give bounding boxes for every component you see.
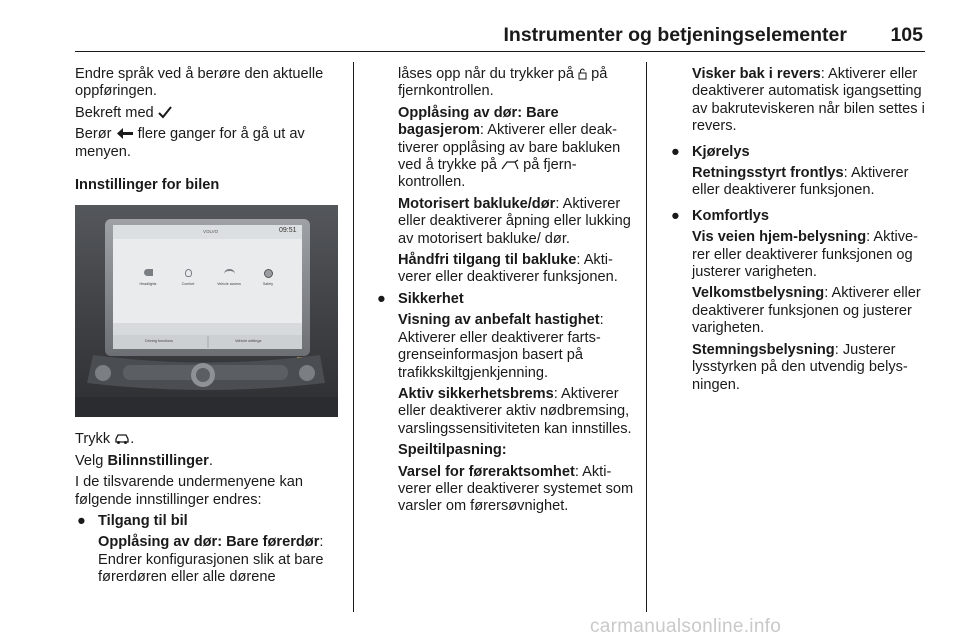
setting-entry: Visning av anbefalt hastighet: Aktiverer eller deaktiverer fartsgrenseinformasjon basert på trafikkskiltgjenkjenning. bbox=[398, 312, 604, 381]
car-icon bbox=[114, 433, 130, 445]
header-rule bbox=[75, 51, 925, 52]
setting-entry: Motorisert bakluke/dør: Aktiverer eller deaktiverer åpning eller lukking av motorisert bakluke/ dør. bbox=[398, 195, 631, 247]
list-item: ● Komfortlys bbox=[671, 207, 770, 224]
bullet-icon: ● bbox=[377, 290, 386, 307]
setting-entry: Velkomstbelysning: Aktiverer eller deaktiverer funksjonen og justerer varigheten. bbox=[692, 285, 921, 337]
setting-entry: Stemningsbelysning: Justerer lysstyrken på den utvendig belysningen. bbox=[692, 341, 908, 393]
setting-entry: Visker bak i revers: Aktiverer eller deaktiverer automatisk igangsetting av bakruteviskeren når bilen settes i revers. bbox=[692, 66, 925, 135]
paragraph: Endre språk ved å berøre den aktuelle oppføringen. bbox=[75, 66, 324, 100]
tile-vehicle-access[interactable]: Vehicle access bbox=[213, 269, 245, 286]
page-header bbox=[75, 24, 925, 51]
setting-entry: Retningsstyrt frontlys: Aktiverer eller deaktiverer funksjonen. bbox=[692, 165, 909, 199]
safety-icon bbox=[264, 269, 273, 278]
setting-entry: Opplåsing av dør: Bare bagasjerom: Aktiverer eller deaktiverer opplåsing av bare bakluken ved å trykke på på fjernkontrollen. bbox=[398, 104, 621, 191]
setting-entry: låses opp når du trykker på på fjernkontrollen. bbox=[398, 66, 608, 100]
column-1 bbox=[75, 66, 343, 591]
tab-driving-functions[interactable]: Driving functions bbox=[145, 339, 174, 344]
list-item: ● Sikkerhet bbox=[377, 290, 464, 307]
bullet-icon: ● bbox=[671, 207, 680, 224]
section-heading: Innstillinger for bilen bbox=[75, 177, 220, 194]
screen-status-time: 09:51 bbox=[279, 227, 297, 235]
paragraph-select: Velg Bilinnstillinger. bbox=[75, 452, 213, 469]
column-2 bbox=[375, 66, 637, 520]
paragraph: I de tilsvarende undermenyene kan følgende innstillinger endres: bbox=[75, 474, 303, 508]
tile-comfort[interactable]: Comfort bbox=[173, 269, 203, 286]
tile-safety[interactable]: Safety bbox=[253, 269, 283, 286]
column-divider-1 bbox=[353, 62, 354, 612]
column-3 bbox=[669, 66, 927, 398]
setting-entry: Speiltilpasning: bbox=[398, 442, 507, 459]
comfort-icon bbox=[185, 269, 192, 277]
bullet-icon: ● bbox=[77, 513, 86, 530]
paragraph-back: Berør flere ganger for å gå ut av menyen. bbox=[75, 126, 305, 160]
setting-entry: Varsel for føreraktsomhet: Aktiverer eller deaktiverer systemet som varsler om førersøvnighet. bbox=[398, 463, 634, 515]
page-title: Instrumenter og betjeningselementer bbox=[503, 24, 847, 46]
page-number: 105 bbox=[890, 24, 923, 46]
paragraph-confirm: Bekreft med bbox=[75, 105, 343, 122]
tile-headlights[interactable]: Headlights bbox=[133, 269, 163, 286]
infotainment-illustration bbox=[75, 205, 338, 417]
setting-entry: Aktiv sikkerhetsbrems: Aktiverer eller deaktiverer aktiv nødbremsing, varslingssensitiviteten kan innstilles. bbox=[398, 385, 632, 437]
tab-vehicle-settings[interactable]: Vehicle settings bbox=[235, 339, 262, 344]
checkmark-icon bbox=[158, 106, 172, 119]
back-arrow-icon bbox=[116, 127, 134, 140]
unlock-icon bbox=[578, 67, 587, 80]
list-item: ● Kjørelys bbox=[671, 143, 750, 160]
vehicle-access-icon bbox=[224, 269, 235, 276]
setting-entry: Opplåsing av dør: Bare førerdør: Endrer konfigurasjonen slik at bare førerdøren eller alle dørene bbox=[98, 534, 324, 586]
bullet-icon: ● bbox=[671, 143, 680, 160]
column-divider-2 bbox=[646, 62, 647, 612]
watermark: carmanualsonline.info bbox=[590, 616, 782, 637]
setting-entry: Vis veien hjem-belysning: Aktiverer eller deaktiverer funksjonen og justerer varigheten. bbox=[692, 229, 919, 281]
infotainment-photo bbox=[75, 205, 338, 417]
screen-status-title: VOLVO bbox=[203, 229, 219, 235]
paragraph-press: Trykk . bbox=[75, 431, 135, 448]
tailgate-icon bbox=[501, 159, 519, 171]
headlights-icon bbox=[144, 269, 153, 276]
list-item: ● Tilgang til bil bbox=[77, 513, 188, 530]
setting-entry: Håndfri tilgang til bakluke: Aktiverer eller deaktiverer funksjonen. bbox=[398, 252, 618, 286]
screen-tiles bbox=[133, 269, 283, 299]
